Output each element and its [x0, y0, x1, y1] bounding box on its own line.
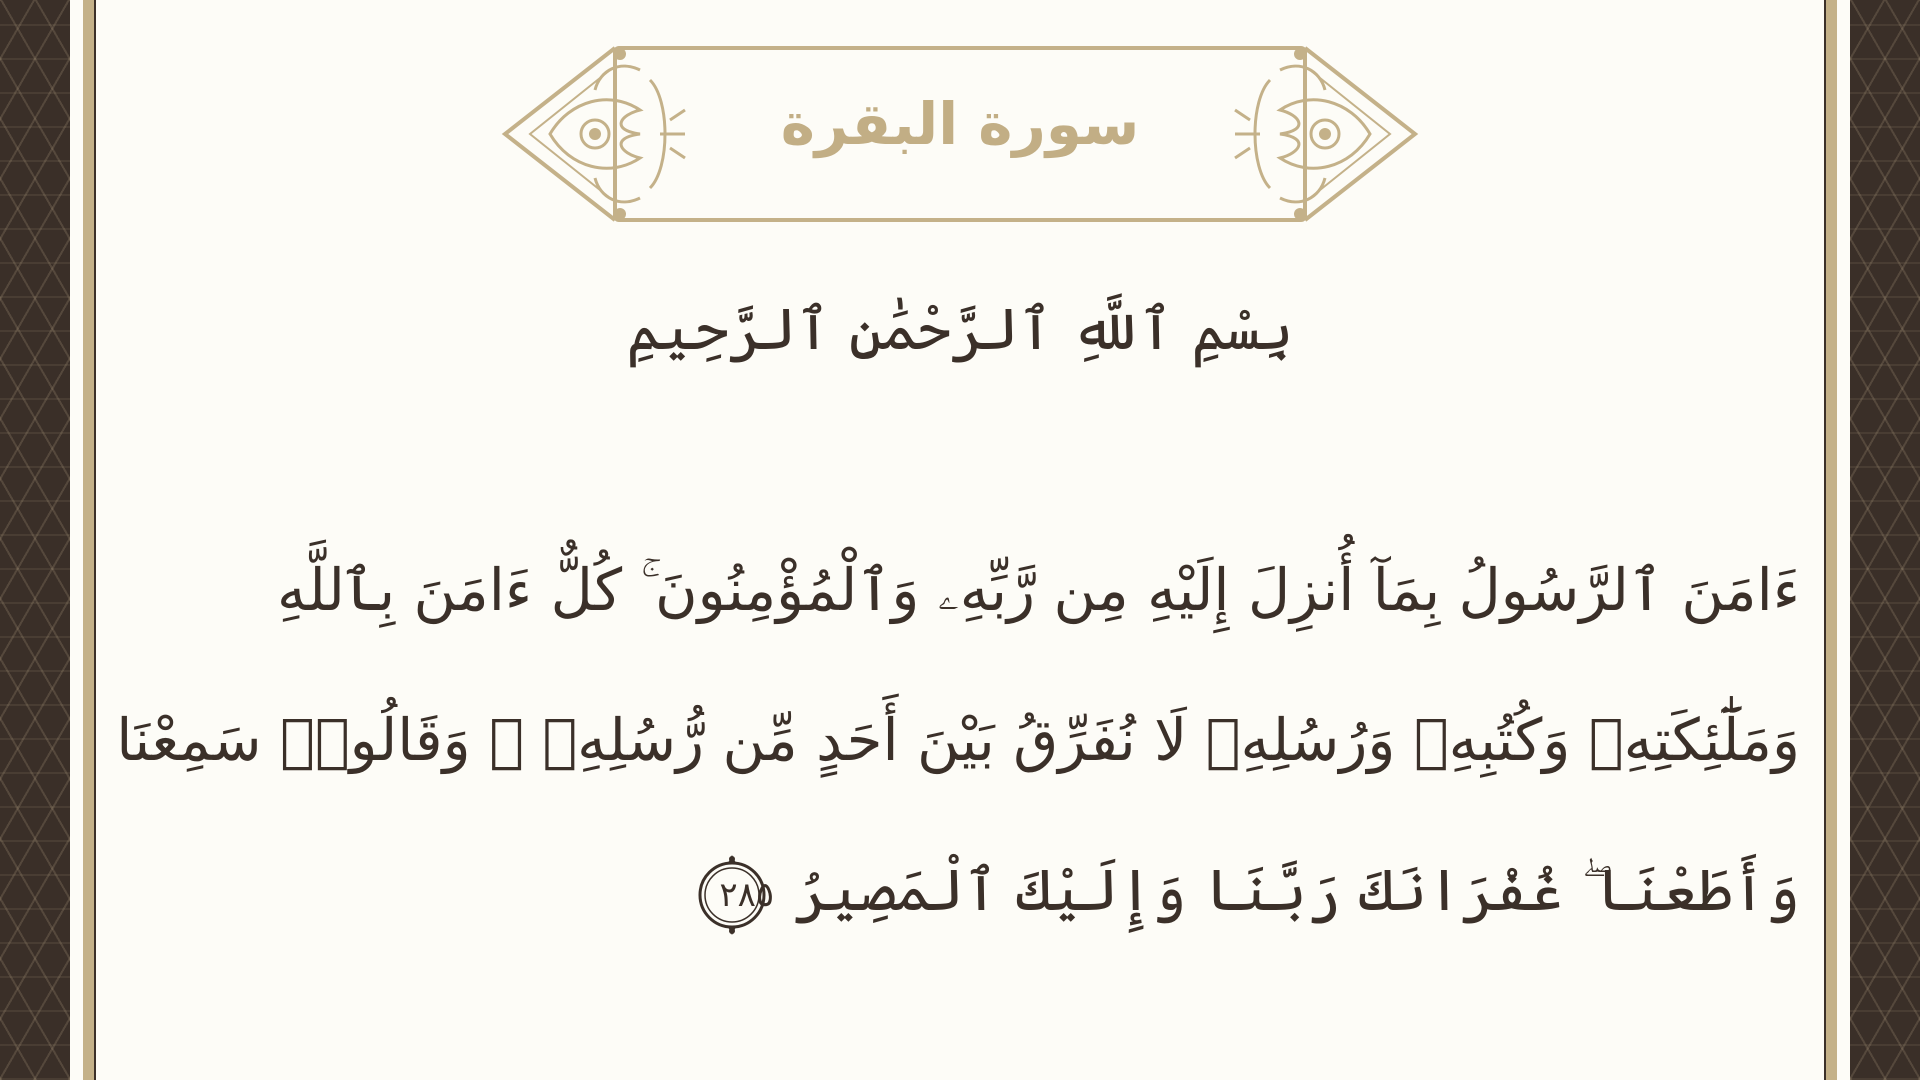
ayah-number: ٢٨٥: [719, 874, 775, 915]
surah-title: سورة البقرة: [780, 90, 1140, 158]
right-geometric-border: [1850, 0, 1920, 1080]
verse-line-3: [230, 815, 1800, 965]
basmala: بِسْمِ ٱللَّهِ ٱلرَّحْمَٰنِ ٱلرَّحِيمِ: [626, 295, 1294, 363]
right-gold-rule: [1826, 0, 1837, 1080]
right-inner-margin: [1837, 0, 1850, 1080]
verse-text: [116, 515, 1800, 965]
left-geometric-border: [0, 0, 70, 1080]
verse-line-1: ءَامَنَ ٱلرَّسُولُ بِمَآ أُنزِلَ إِلَيْهِ مِن رَّبِّهِۦ وَٱلْمُؤْمِنُونَ ۚ كُلٌّ ءَامَنَ بِٱللَّهِ: [277, 556, 1800, 624]
ayah-end-marker: [690, 853, 774, 937]
verse-line-2: وَمَلَٰٓئِكَتِهِۦ وَكُتُبِهِۦ وَرُسُلِهِۦ لَا نُفَرِّقُ بَيْنَ أَحَدٍ مِّن رُّسُلِهِۦ ۚ وَقَالُوا۟ سَمِعْنَا: [116, 706, 1800, 774]
surah-title-banner: [500, 40, 1420, 230]
left-gold-rule: [83, 0, 94, 1080]
left-inner-margin: [70, 0, 83, 1080]
verse-line-3-text: وَأَطَعْنَا ۖ غُفْرَانَكَ رَبَّنَا وَإِلَيْكَ ٱلْمَصِيرُ: [794, 856, 1800, 924]
